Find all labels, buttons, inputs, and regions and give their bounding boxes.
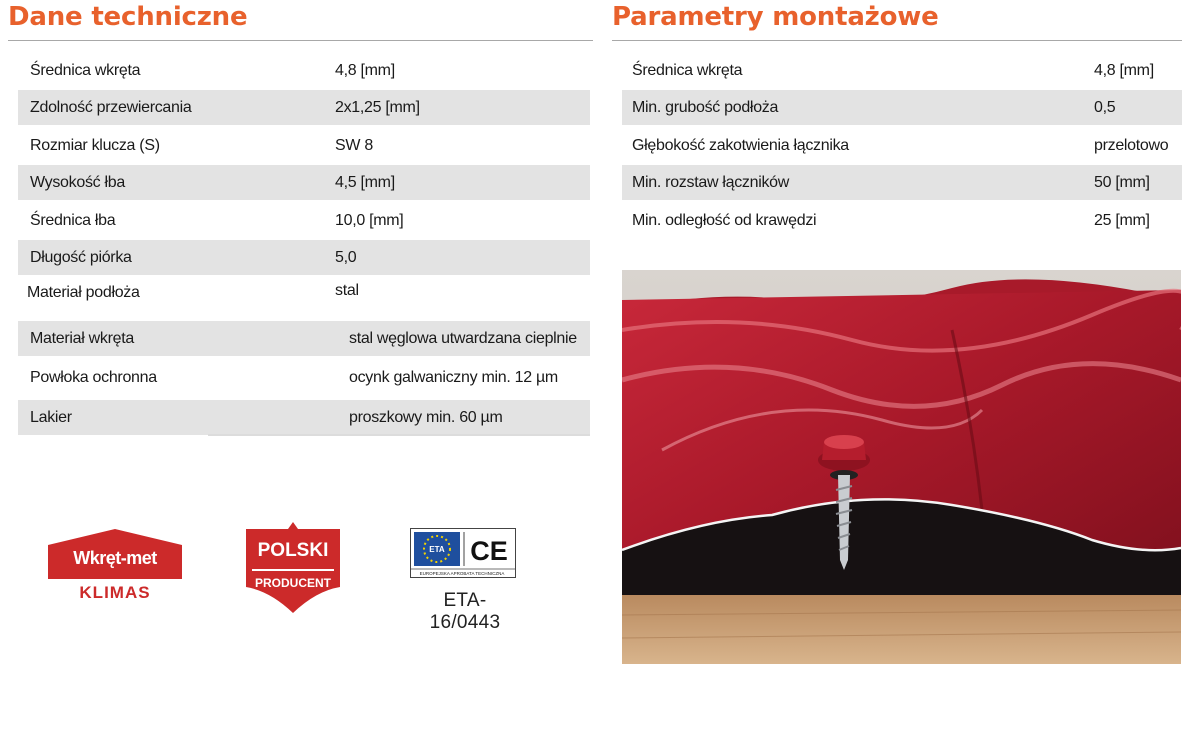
spec-label: Min. odległość od krawędzi — [632, 212, 817, 229]
spec-value: proszkowy min. 60 µm — [349, 409, 503, 426]
polski-producent-line1: POLSKI — [257, 540, 329, 561]
roof-tile-screw-photo — [622, 270, 1181, 664]
spec-label: Rozmiar klucza (S) — [30, 137, 160, 154]
polish-producent-badge-icon — [244, 521, 342, 615]
spec-row — [18, 90, 590, 125]
spec-label: Głębokość zakotwienia łącznika — [632, 137, 849, 154]
eta-code: ETA-16/0443 — [429, 590, 501, 633]
spec-label: Średnica wkręta — [632, 62, 743, 79]
spec-value: 0,5 — [1094, 99, 1116, 116]
spec-row — [622, 165, 1182, 200]
spec-value: stal węglowa utwardzana cieplnie — [349, 330, 577, 347]
spec-row — [18, 165, 590, 200]
spec-label: Min. rozstaw łączników — [632, 174, 790, 191]
spec-label: Powłoka ochronna — [30, 369, 157, 386]
spec-row — [622, 90, 1182, 125]
spec-label: Średnica łba — [30, 212, 116, 229]
spec-value: 4,5 [mm] — [335, 174, 395, 191]
spec-label: Lakier — [30, 409, 72, 426]
spec-value: 4,8 [mm] — [335, 62, 395, 79]
ce-mark-text: CE — [470, 536, 508, 566]
technical-section-title: Dane techniczne — [8, 2, 248, 32]
spec-row — [622, 203, 1182, 238]
spec-row — [18, 321, 590, 356]
polski-producent-line2: PRODUCENT — [254, 576, 331, 590]
spec-value: przelotowo — [1094, 137, 1169, 154]
mounting-title-rule — [612, 40, 1182, 41]
polski-producent-logo — [244, 521, 342, 615]
spec-value: SW 8 — [335, 137, 373, 154]
spec-value: 10,0 [mm] — [335, 212, 404, 229]
spec-label: Długość piórka — [30, 249, 132, 266]
spec-label: Zdolność przewiercania — [30, 99, 192, 116]
wkretmet-name: Wkręt-met — [73, 548, 157, 568]
eta-mark-text: ETA — [429, 545, 445, 554]
mounting-section-title: Parametry montażowe — [612, 2, 939, 32]
table-bottom-rule — [208, 434, 590, 436]
spec-label: Min. grubość podłoża — [632, 99, 779, 116]
spec-value: 5,0 — [335, 249, 357, 266]
spec-row — [18, 240, 590, 275]
spec-row — [18, 400, 590, 435]
spec-row — [622, 53, 1182, 88]
eta-caption: EUROPEJSKA APROBATA TECHNICZNA — [419, 571, 505, 576]
spec-label: Średnica wkręta — [30, 62, 141, 79]
spec-value: 4,8 [mm] — [1094, 62, 1154, 79]
spec-row — [18, 275, 590, 310]
spec-row — [18, 128, 590, 163]
spec-value: 2x1,25 [mm] — [335, 99, 420, 116]
spec-value: ocynk galwaniczny min. 12 µm — [349, 369, 558, 386]
wkretmet-logo — [48, 529, 182, 609]
spec-row — [18, 203, 590, 238]
spec-row — [18, 53, 590, 88]
technical-title-rule — [8, 40, 593, 41]
spec-value: stal — [335, 282, 359, 299]
spec-value: 25 [mm] — [1094, 212, 1150, 229]
spec-label: Materiał wkręta — [30, 330, 134, 347]
spec-row — [18, 360, 590, 395]
spec-row — [622, 128, 1182, 163]
spec-label: Materiał podłoża — [27, 284, 140, 301]
spec-label: Wysokość łba — [30, 174, 125, 191]
wkretmet-sub: KLIMAS — [79, 583, 151, 602]
spec-value: 50 [mm] — [1094, 174, 1150, 191]
eta-ce-logo — [410, 528, 520, 633]
